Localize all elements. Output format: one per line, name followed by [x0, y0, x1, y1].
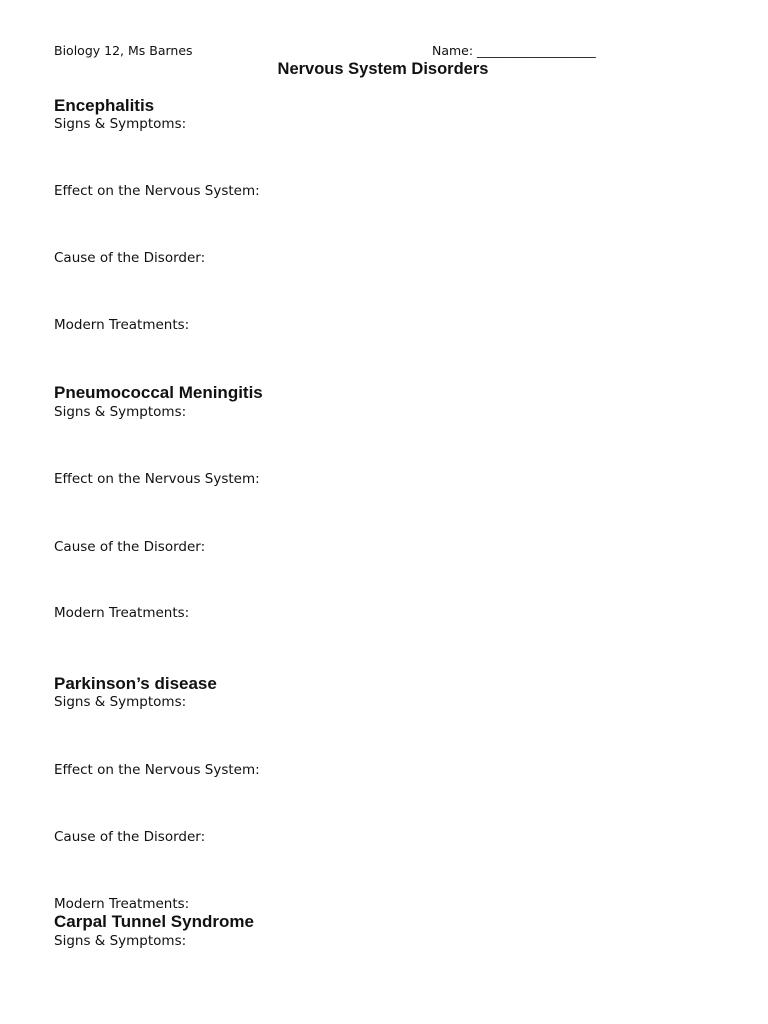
section-heading-encephalitis: Encephalitis [54, 96, 155, 115]
field-signs-symptoms: Signs & Symptoms: [54, 933, 187, 949]
course-label: Biology 12, Ms Barnes [54, 43, 193, 58]
field-modern-treatments: Modern Treatments: [54, 605, 190, 621]
field-signs-symptoms: Signs & Symptoms: [54, 116, 187, 132]
field-cause-of-disorder: Cause of the Disorder: [54, 829, 206, 845]
field-cause-of-disorder: Cause of the Disorder: [54, 250, 206, 266]
field-effect-nervous-system: Effect on the Nervous System: [54, 183, 260, 199]
field-modern-treatments: Modern Treatments: [54, 896, 190, 912]
name-field: Name: ___________________ [432, 43, 596, 58]
section-heading-pneumococcal-meningitis: Pneumococcal Meningitis [54, 383, 263, 402]
section-heading-carpal-tunnel-syndrome: Carpal Tunnel Syndrome [54, 912, 254, 931]
field-effect-nervous-system: Effect on the Nervous System: [54, 762, 260, 778]
field-signs-symptoms: Signs & Symptoms: [54, 694, 187, 710]
section-heading-parkinsons-disease: Parkinson’s disease [54, 674, 217, 693]
field-modern-treatments: Modern Treatments: [54, 317, 190, 333]
field-cause-of-disorder: Cause of the Disorder: [54, 539, 206, 555]
field-effect-nervous-system: Effect on the Nervous System: [54, 471, 260, 487]
page-title: Nervous System Disorders [277, 60, 489, 78]
field-signs-symptoms: Signs & Symptoms: [54, 404, 187, 420]
